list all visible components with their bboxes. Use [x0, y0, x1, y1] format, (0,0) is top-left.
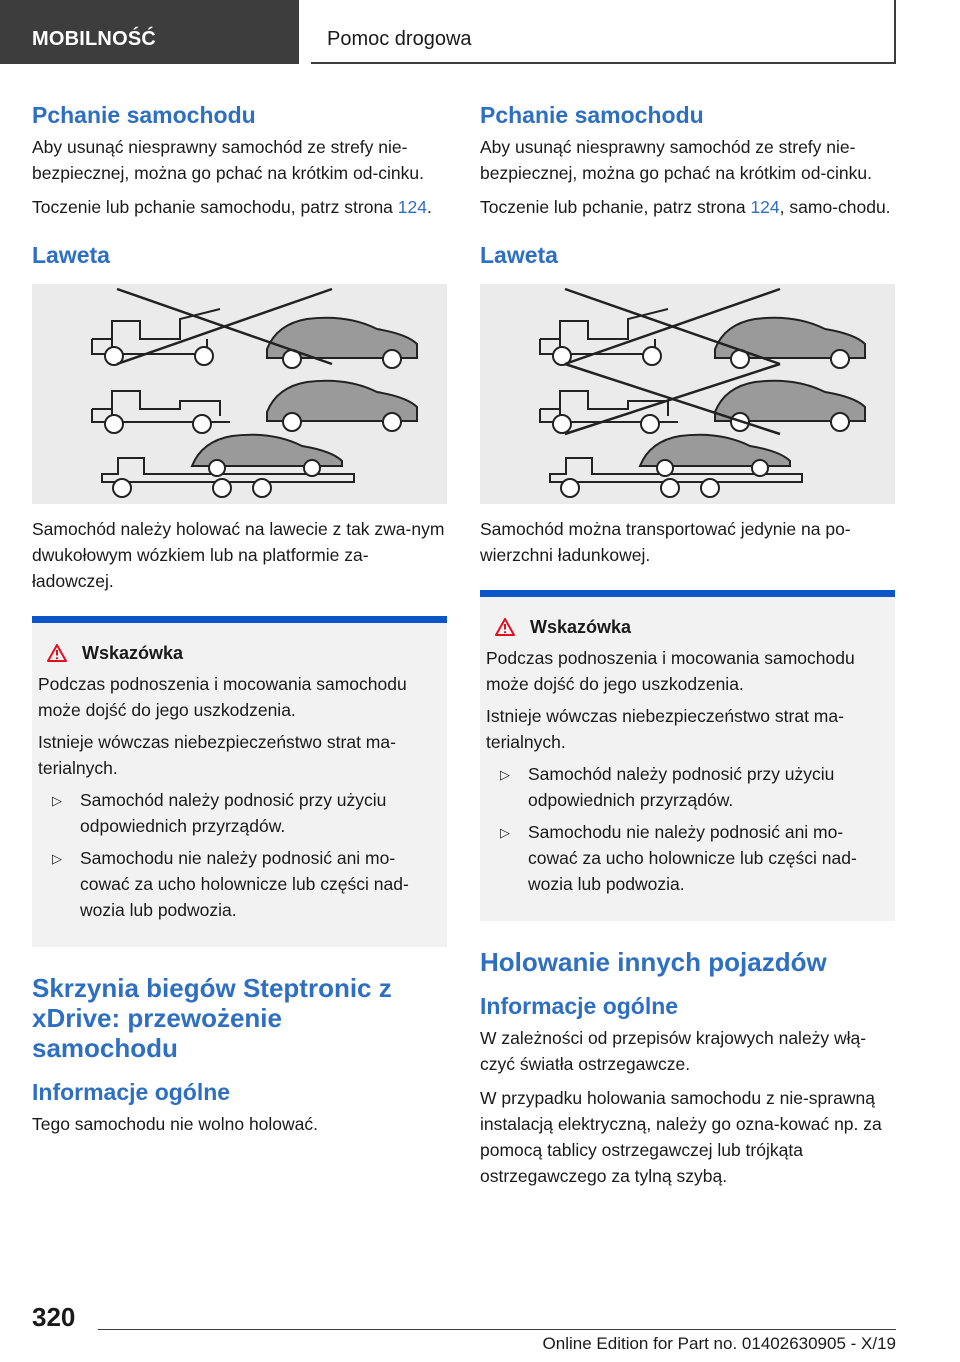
- heading-tow: Laweta: [480, 242, 558, 268]
- towing-methods-image: [32, 284, 447, 504]
- towing-methods-image: [480, 284, 895, 504]
- bullet-triangle-icon: ▷: [52, 793, 62, 808]
- warning-title: Wskazówka: [38, 641, 439, 665]
- warning-box: [480, 590, 895, 921]
- warning-triangle-icon: [46, 643, 68, 663]
- section-title: MOBILNOŚĆ: [32, 28, 157, 50]
- heading-push: Pchanie samochodu: [480, 102, 704, 128]
- warning-triangle-icon: [494, 617, 516, 637]
- caption-tow: Samochód należy holować na lawecie z tak zwa-nym dwukołowym wózkiem lub na platformie za-ładowczej.: [32, 519, 445, 591]
- list-item: ▷ Samochód należy podnosić przy użyciu odpowiednich przyrządów.: [486, 761, 887, 813]
- header-divider: [299, 0, 311, 64]
- list-item: ▷ Samochodu nie należy podnosić ani mo-cować za ucho holownicze lub części nad-wozia lub podwozia.: [486, 819, 887, 897]
- heading-towing-others: Holowanie innych pojazdów: [480, 947, 827, 977]
- heading-steptronic: Skrzynia biegów Steptronic z xDrive: przewożenie samochodu: [32, 973, 392, 1063]
- warning-text-1: Podczas podnoszenia i mocowania samochodu może dojść do jego uszkodzenia.: [38, 674, 407, 720]
- paragraph-info-2: W przypadku holowania samochodu z nie-sprawną instalacją elektryczną, należy go ozna-kować np. za pomocą tablicy ostrzegawczej lub trójkąta ostrzegawczego za tylną szybą.: [480, 1088, 882, 1186]
- heading-tow: Laweta: [32, 242, 110, 268]
- paragraph-push-ref: Toczenie lub pchanie, patrz strona 124, samo-chodu.: [480, 197, 891, 217]
- heading-info: Informacje ogólne: [480, 993, 679, 1019]
- left-column: [32, 100, 447, 1145]
- bullet-triangle-icon: ▷: [500, 825, 510, 840]
- footer-divider: [98, 1329, 896, 1330]
- warning-text-1: Podczas podnoszenia i mocowania samochodu może dojść do jego uszkodzenia.: [486, 648, 855, 694]
- caption-tow: Samochód można transportować jedynie na po-wierzchni ładunkowej.: [480, 519, 851, 565]
- chapter-tab: [311, 0, 896, 64]
- paragraph-push-ref: Toczenie lub pchanie samochodu, patrz strona 124.: [32, 197, 432, 217]
- paragraph-push: Aby usunąć niesprawny samochód ze strefy nie-bezpiecznej, można go pchać na krótkim od-cinku.: [480, 137, 873, 183]
- section-tab: [0, 0, 299, 64]
- list-item: ▷ Samochód należy podnosić przy użyciu odpowiednich przyrządów.: [38, 787, 439, 839]
- warning-title: Wskazówka: [486, 615, 887, 639]
- bullet-triangle-icon: ▷: [500, 767, 510, 782]
- towing-illustration: [32, 284, 447, 504]
- bullet-triangle-icon: ▷: [52, 851, 62, 866]
- warning-text-2: Istnieje wówczas niebezpieczeństwo strat ma-terialnych.: [486, 706, 844, 752]
- list-item: ▷ Samochodu nie należy podnosić ani mo-cować za ucho holownicze lub części nad-wozia lub podwozia.: [38, 845, 439, 923]
- heading-push: Pchanie samochodu: [32, 102, 256, 128]
- warning-text-2: Istnieje wówczas niebezpieczeństwo strat ma-terialnych.: [38, 732, 396, 778]
- warning-box: [32, 616, 447, 947]
- paragraph-info-1: W zależności od przepisów krajowych należy włą-czyć światła ostrzegawcze.: [480, 1028, 867, 1074]
- towing-illustration: [480, 284, 895, 504]
- edition-note: Online Edition for Part no. 01402630905 - X/19: [542, 1334, 896, 1353]
- heading-info: Informacje ogólne: [32, 1079, 231, 1105]
- right-column: [480, 100, 895, 1197]
- page-link-124[interactable]: 124: [750, 197, 780, 217]
- chapter-title: Pomoc drogowa: [327, 28, 472, 50]
- page-number: 320: [32, 1302, 76, 1332]
- page-link-124[interactable]: 124: [397, 197, 427, 217]
- paragraph-push: Aby usunąć niesprawny samochód ze strefy nie-bezpiecznej, można go pchać na krótkim od-cinku.: [32, 137, 425, 183]
- paragraph-info: Tego samochodu nie wolno holować.: [32, 1114, 319, 1134]
